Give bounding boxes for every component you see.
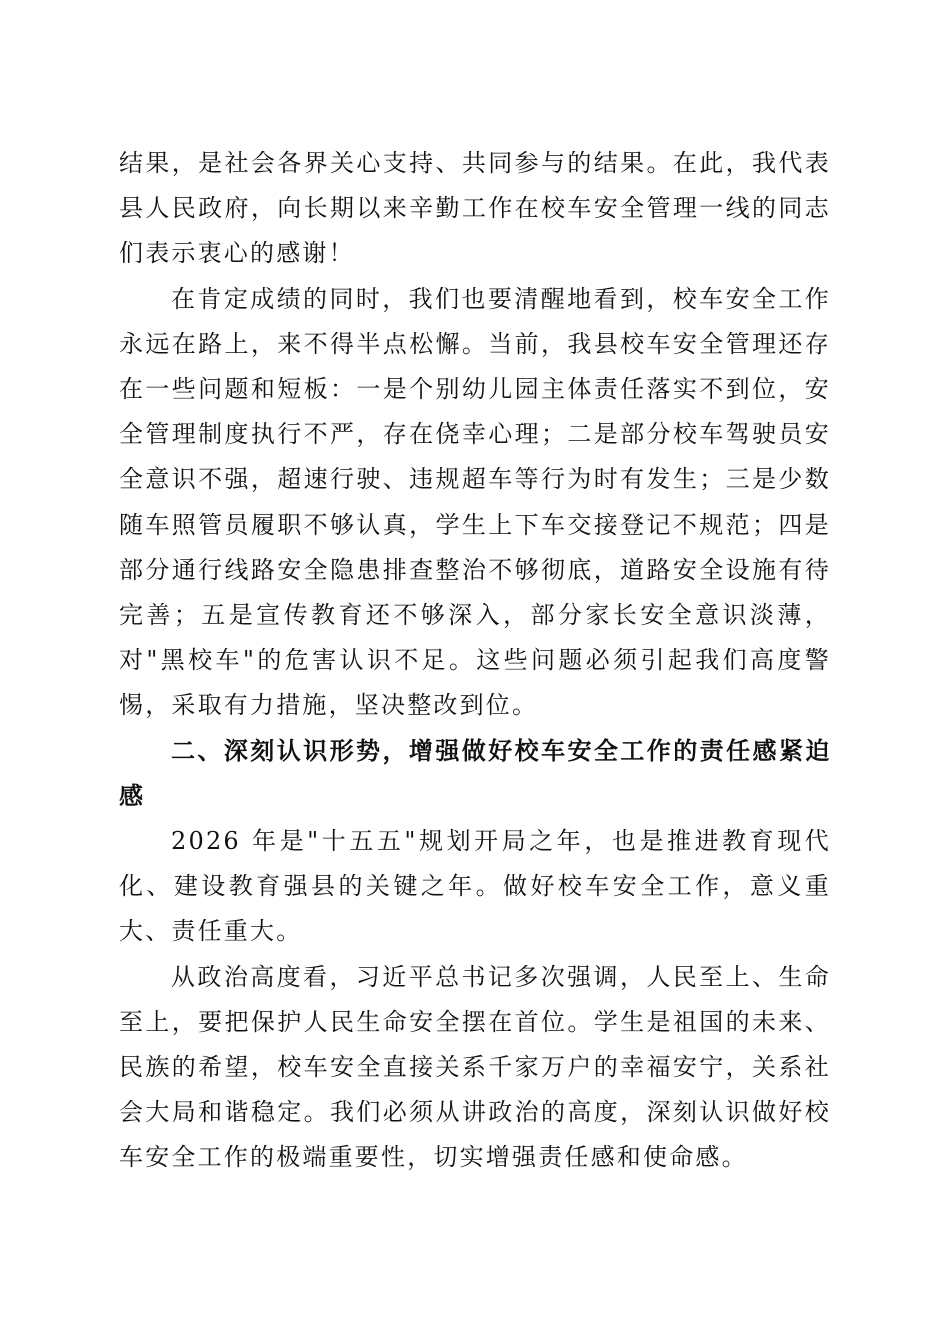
paragraph-current-problems: 在肯定成绩的同时，我们也要清醒地看到，校车安全工作永远在路上，来不得半点松懈。当前，我县校车安全管理还存在一些问题和短板：一是个别幼儿园主体责任落实不到位，安全管理制度执行不严，存在侥幸心理；二是部分校车驾驶员安全意识不强，超速行驶、违规超车等行为时有发生；三是少数随车照管员履职不够认真，学生上下车交接登记不规范；四是部分通行线路安全隐患排查整治不够彻底，道路安全设施有待完善；五是宣传教育还不够深入，部分家长安全意识淡薄，对"黑校车"的危害认识不足。这些问题必须引起我们高度警惕，采取有力措施，坚决整改到位。 bbox=[119, 284, 831, 720]
document-body bbox=[119, 141, 831, 1181]
paragraph-political-height: 从政治高度看，习近平总书记多次强调，人民至上、生命至上，要把保护人民生命安全摆在首位。学生是祖国的未来、民族的希望，校车安全直接关系千家万户的幸福安宁，关系社会大局和谐稳定。我们必须从讲政治的高度，深刻认识做好校车安全工作的极端重要性，切实增强责任感和使命感。 bbox=[119, 962, 831, 1172]
paragraph-2026-context: 2026 年是"十五五"规划开局之年，也是推进教育现代化、建设教育强县的关键之年。做好校车安全工作，意义重大、责任重大。 bbox=[119, 827, 831, 946]
paragraph-continuation: 结果，是社会各界关心支持、共同参与的结果。在此，我代表县人民政府，向长期以来辛勤工作在校车安全管理一线的同志们表示衷心的感谢！ bbox=[119, 149, 831, 268]
section-heading-2: 二、深刻认识形势，增强做好校车安全工作的责任感紧迫感 bbox=[119, 736, 831, 810]
